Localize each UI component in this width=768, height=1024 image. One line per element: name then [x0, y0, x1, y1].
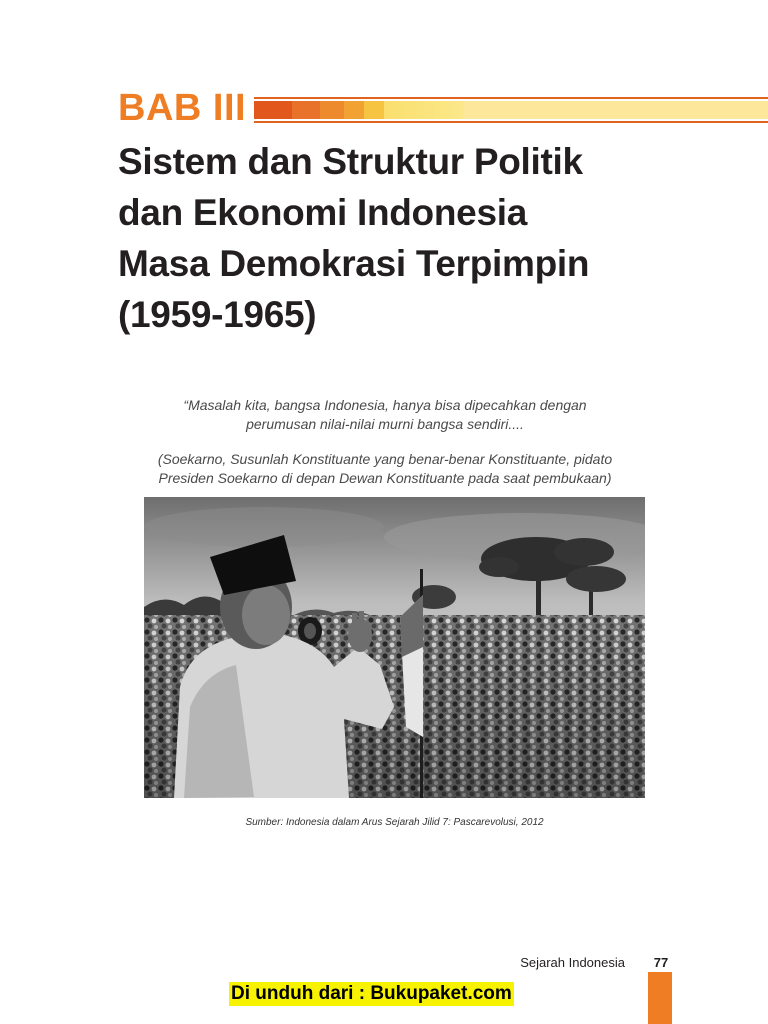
soekarno-speech-photo [144, 497, 645, 798]
epigraph-source-line-1: (Soekarno, Susunlah Konstituante yang benar-benar Konstituante, pidato [157, 451, 613, 467]
page-number: 77 [653, 955, 669, 970]
chapter-title [118, 136, 718, 340]
page-tab-marker [648, 972, 672, 1024]
chapter-title-bar [254, 97, 768, 123]
chapter-title-line-1: Sistem dan Struktur Politik [118, 141, 583, 182]
photo-caption: Sumber: Indonesia dalam Arus Sejarah Jilid 7: Pascarevolusi, 2012 [245, 817, 544, 828]
epigraph-quote [140, 396, 630, 434]
chapter-title-line-2: dan Ekonomi Indonesia [118, 192, 527, 233]
footer-book-title: Sejarah Indonesia [520, 955, 625, 970]
chapter-title-line-3: Masa Demokrasi Terpimpin [118, 243, 590, 284]
epigraph-line-2: perumusan nilai-nilai murni bangsa sendiri.... [246, 416, 524, 432]
download-source-notice: Di unduh dari : Bukupaket.com [231, 983, 512, 1004]
epigraph-line-1: “Masalah kita, bangsa Indonesia, hanya bisa dipecahkan dengan [183, 397, 587, 413]
chapter-title-line-4: (1959-1965) [118, 294, 317, 335]
epigraph-source-line-2: Presiden Soekarno di depan Dewan Konstituante pada saat pembukaan) [158, 470, 612, 486]
chapter-label: BAB III [118, 87, 247, 129]
epigraph-source [130, 450, 640, 488]
